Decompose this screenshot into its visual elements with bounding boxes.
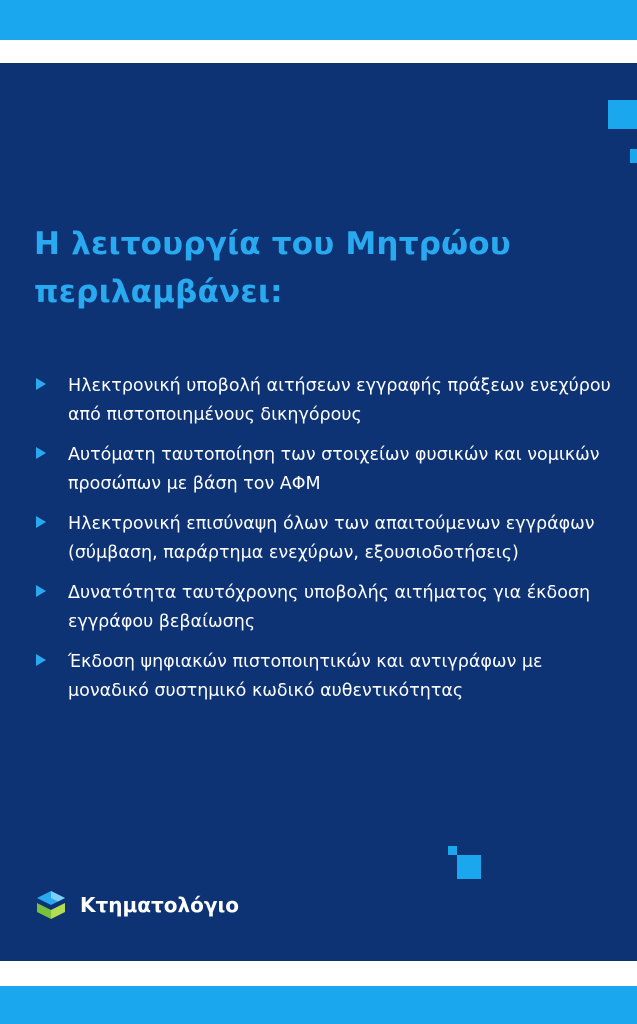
ktimatologio-logo-icon xyxy=(34,890,68,920)
triangle-bullet-icon xyxy=(36,585,46,597)
list-item xyxy=(34,648,624,706)
list-item-text: Έκδοση ψηφιακών πιστοποιητικών και αντιγράφων με μοναδικό συστημικό κωδικό αυθεντικότητας xyxy=(68,652,543,701)
list-item xyxy=(34,372,624,430)
decorative-square xyxy=(448,846,457,855)
list-item-text: Αυτόματη ταυτοποίηση των στοιχείων φυσικών και νομικών προσώπων με βάση τον ΑΦΜ xyxy=(68,445,600,494)
info-card xyxy=(0,63,637,961)
decorative-square xyxy=(608,100,637,129)
triangle-bullet-icon xyxy=(36,654,46,666)
triangle-bullet-icon xyxy=(36,378,46,390)
list-item xyxy=(34,579,624,637)
page-title: Η λειτουργία του Μητρώου περιλαμβάνει: xyxy=(34,226,511,310)
triangle-bullet-icon xyxy=(36,516,46,528)
triangle-bullet-icon xyxy=(36,447,46,459)
decorative-square xyxy=(630,149,637,163)
list-item xyxy=(34,441,624,499)
ktimatologio-logo xyxy=(34,890,239,920)
features-list xyxy=(34,372,624,717)
top-blue-band xyxy=(0,0,637,40)
decorative-square xyxy=(457,855,481,879)
bottom-blue-band xyxy=(0,986,637,1024)
list-item-text: Δυνατότητα ταυτόχρονης υποβολής αιτήματος για έκδοση εγγράφου βεβαίωσης xyxy=(68,583,591,632)
list-item-text: Ηλεκτρονική επισύναψη όλων των απαιτούμενων εγγράφων (σύμβαση, παράρτημα ενεχύρων, εξουσιοδοτήσεις) xyxy=(68,514,595,563)
logo-text: Κτηματολόγιο xyxy=(80,893,240,917)
list-item-text: Ηλεκτρονική υποβολή αιτήσεων εγγραφής πράξεων ενεχύρου από πιστοποιημένους δικηγόρους xyxy=(68,376,611,425)
list-item xyxy=(34,510,624,568)
